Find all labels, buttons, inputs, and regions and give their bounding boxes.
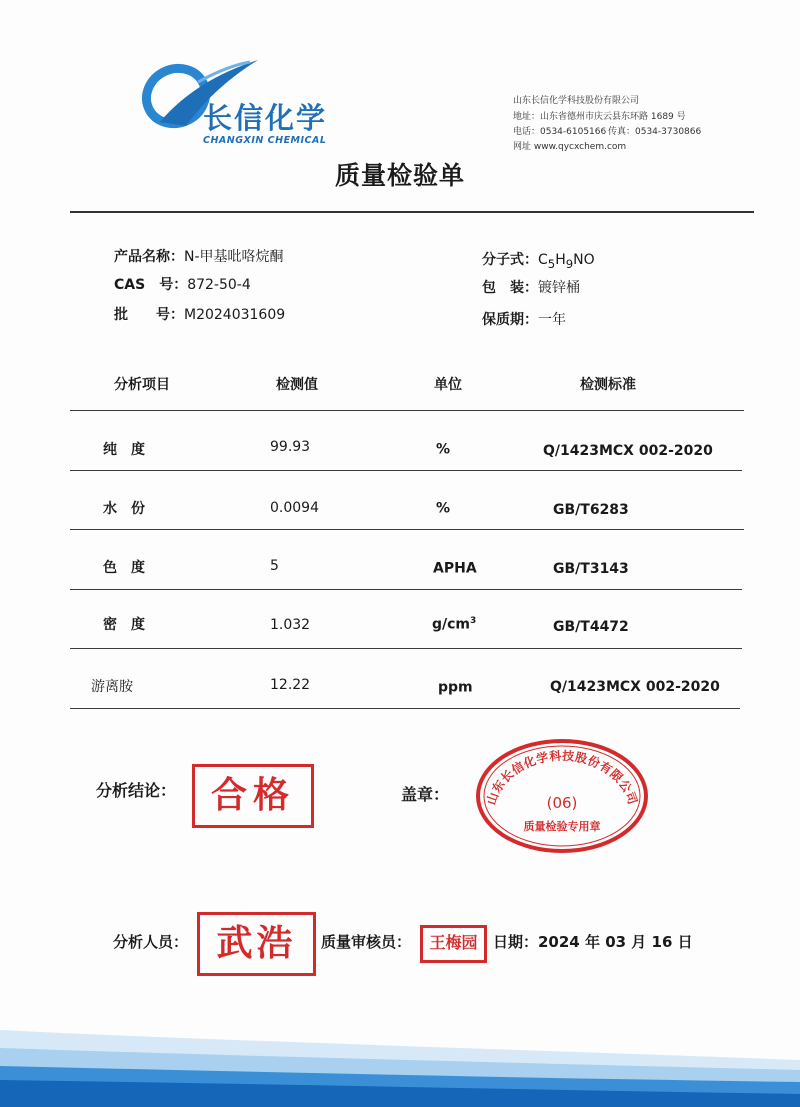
cas-field: [114, 274, 251, 294]
packaging-label: 包 装：: [482, 280, 538, 296]
table-cell-standard: GB/T3143: [553, 561, 629, 577]
reviewer-label: 质量审核员：: [321, 933, 412, 951]
table-rule: [70, 470, 742, 471]
table-rule: [70, 589, 742, 590]
company-address: 地址：山东省德州市庆云县东环路 1689 号: [513, 112, 686, 122]
cas-label: CAS 号：: [114, 277, 188, 293]
packaging-field: [482, 277, 580, 297]
table-cell-value: 5: [270, 558, 279, 574]
table-rule: [70, 648, 742, 649]
header-divider: [70, 211, 754, 213]
shelf-life-field: [482, 309, 566, 329]
table-cell-item: 色 度: [103, 560, 145, 576]
company-name: 山东长信化学科技股份有限公司: [513, 96, 640, 106]
shelf-life-label: 保质期：: [482, 312, 538, 328]
packaging-value: 镀锌桶: [538, 280, 580, 296]
table-cell-value: 0.0094: [270, 500, 319, 516]
table-cell-unit: $g/cm^3$: [432, 616, 477, 633]
product-name-value: N-甲基吡咯烷酮: [184, 249, 284, 265]
table-cell-item: 纯 度: [103, 442, 145, 458]
table-cell-item: 游离胺: [91, 679, 133, 695]
table-cell-unit: APHA: [433, 560, 477, 577]
table-cell-unit: ppm: [438, 679, 473, 696]
column-header-unit: 单位: [434, 377, 462, 393]
table-rule: [70, 529, 744, 530]
company-website: 网址 www.qycxchem.com: [513, 142, 627, 152]
table-cell-unit: %: [436, 441, 451, 458]
lot-label: 批 号：: [114, 307, 184, 323]
reviewer-signature-stamp: 王梅园: [420, 925, 487, 963]
footer-wave-decoration: [0, 1000, 800, 1107]
company-fax: 传真：0534-3730866: [608, 127, 702, 137]
company-phone: 电话：0534-6105166: [513, 127, 607, 137]
seal-number: (06): [546, 794, 578, 812]
seal-purpose: 质量检验专用章: [523, 820, 601, 833]
product-name-label: 产品名称：: [114, 249, 184, 265]
shelf-life-value: 一年: [538, 312, 566, 328]
cas-value: 872-50-4: [187, 277, 251, 293]
column-header-item: 分析项目: [114, 377, 170, 393]
table-cell-standard: GB/T4472: [553, 619, 629, 635]
table-cell-item: 密 度: [103, 617, 145, 633]
table-cell-standard: Q/1423MCX 002-2020: [543, 443, 713, 459]
lot-value: M2024031609: [184, 307, 286, 323]
table-cell-value: 99.93: [270, 439, 311, 455]
table-rule: [70, 708, 740, 709]
seal-org-text: 山东长信化学科技股份有限公司: [483, 748, 641, 807]
formula-label: 分子式：: [482, 252, 538, 268]
column-header-value: 检测值: [276, 377, 318, 393]
table-cell-value: 12.22: [270, 677, 311, 693]
table-cell-item: 水 份: [103, 501, 145, 517]
issue-date: 日期：2024 年 03 月 16 日: [493, 933, 693, 951]
table-cell-standard: GB/T6283: [553, 502, 629, 518]
table-rule: [70, 410, 744, 411]
product-name-field: [114, 246, 284, 266]
analyst-signature-stamp: 武浩: [197, 912, 316, 976]
formula-field: [482, 249, 595, 271]
company-seal: [472, 734, 652, 854]
column-header-standard: 检测标准: [580, 377, 636, 393]
verdict-stamp: 合格: [192, 764, 314, 828]
logo-english-name: CHANGXIN CHEMICAL: [203, 135, 327, 146]
conclusion-label: 分析结论：: [96, 781, 177, 800]
analyst-label: 分析人员：: [113, 933, 189, 951]
table-cell-value: 1.032: [270, 617, 311, 633]
seal-label: 盖章：: [401, 785, 450, 804]
formula-value: $C_5H_9NO$: [538, 252, 595, 271]
logo-chinese-name: 长信化学: [203, 101, 328, 135]
lot-field: [114, 304, 285, 324]
table-cell-standard: Q/1423MCX 002-2020: [550, 679, 720, 695]
table-cell-unit: %: [436, 500, 451, 517]
document-title: 质量检验单: [334, 161, 465, 190]
